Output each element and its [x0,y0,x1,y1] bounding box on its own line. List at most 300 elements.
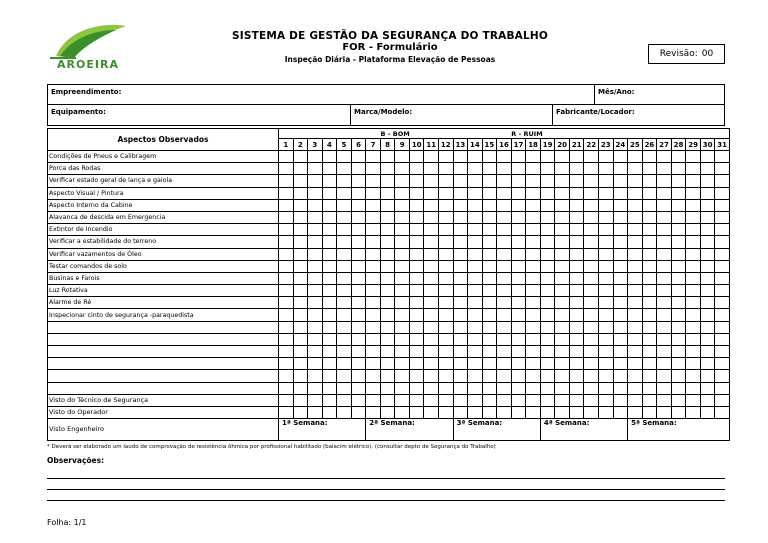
check-cell[interactable] [715,272,730,284]
check-cell[interactable] [322,333,337,345]
check-cell[interactable] [308,199,323,211]
check-cell[interactable] [337,248,352,260]
check-cell[interactable] [395,224,410,236]
check-cell[interactable] [439,346,454,358]
check-cell[interactable] [293,333,308,345]
check-cell[interactable] [409,211,424,223]
check-cell[interactable] [569,370,584,382]
check-cell[interactable] [628,248,643,260]
check-cell[interactable] [279,175,294,187]
check-cell[interactable] [613,370,628,382]
check-cell[interactable] [409,394,424,406]
check-cell[interactable] [511,260,526,272]
check-cell[interactable] [700,382,715,394]
check-cell[interactable] [337,199,352,211]
check-cell[interactable] [351,151,366,163]
check-cell[interactable] [642,406,657,418]
check-cell[interactable] [279,321,294,333]
check-cell[interactable] [584,151,599,163]
fabricante-field[interactable] [552,105,724,125]
check-cell[interactable] [642,272,657,284]
check-cell[interactable] [351,333,366,345]
check-cell[interactable] [395,406,410,418]
check-cell[interactable] [526,309,541,321]
check-cell[interactable] [584,346,599,358]
check-cell[interactable] [628,211,643,223]
check-cell[interactable] [569,297,584,309]
check-cell[interactable] [409,175,424,187]
check-cell[interactable] [279,370,294,382]
check-cell[interactable] [439,309,454,321]
check-cell[interactable] [279,382,294,394]
check-cell[interactable] [540,163,555,175]
check-cell[interactable] [526,394,541,406]
check-cell[interactable] [584,309,599,321]
check-cell[interactable] [700,333,715,345]
check-cell[interactable] [293,248,308,260]
check-cell[interactable] [686,297,701,309]
check-cell[interactable] [424,199,439,211]
check-cell[interactable] [497,406,512,418]
check-cell[interactable] [497,285,512,297]
check-cell[interactable] [686,382,701,394]
check-cell[interactable] [555,309,570,321]
check-cell[interactable] [642,175,657,187]
check-cell[interactable] [526,248,541,260]
check-cell[interactable] [540,297,555,309]
check-cell[interactable] [569,236,584,248]
check-cell[interactable] [439,406,454,418]
check-cell[interactable] [308,370,323,382]
check-cell[interactable] [555,333,570,345]
check-cell[interactable] [337,151,352,163]
check-cell[interactable] [569,211,584,223]
check-cell[interactable] [482,346,497,358]
check-cell[interactable] [395,260,410,272]
check-cell[interactable] [599,272,614,284]
check-cell[interactable] [613,297,628,309]
week-signature-2[interactable]: 2ª Semana: [366,418,453,440]
check-cell[interactable] [540,285,555,297]
check-cell[interactable] [424,309,439,321]
check-cell[interactable] [337,224,352,236]
check-cell[interactable] [293,187,308,199]
check-cell[interactable] [613,309,628,321]
check-cell[interactable] [337,370,352,382]
check-cell[interactable] [642,163,657,175]
check-cell[interactable] [395,285,410,297]
check-cell[interactable] [497,370,512,382]
check-cell[interactable] [686,163,701,175]
check-cell[interactable] [657,285,672,297]
check-cell[interactable] [526,358,541,370]
check-cell[interactable] [613,321,628,333]
check-cell[interactable] [424,333,439,345]
check-cell[interactable] [380,346,395,358]
check-cell[interactable] [366,370,381,382]
check-cell[interactable] [569,285,584,297]
check-cell[interactable] [468,382,483,394]
check-cell[interactable] [715,394,730,406]
check-cell[interactable] [468,346,483,358]
check-cell[interactable] [671,248,686,260]
check-cell[interactable] [409,272,424,284]
check-cell[interactable] [628,358,643,370]
check-cell[interactable] [526,151,541,163]
check-cell[interactable] [584,224,599,236]
check-cell[interactable] [482,382,497,394]
check-cell[interactable] [308,321,323,333]
check-cell[interactable] [293,406,308,418]
check-cell[interactable] [686,333,701,345]
check-cell[interactable] [468,151,483,163]
check-cell[interactable] [628,151,643,163]
check-cell[interactable] [337,272,352,284]
check-cell[interactable] [453,260,468,272]
check-cell[interactable] [482,358,497,370]
check-cell[interactable] [700,236,715,248]
check-cell[interactable] [351,346,366,358]
check-cell[interactable] [657,358,672,370]
check-cell[interactable] [395,321,410,333]
check-cell[interactable] [337,163,352,175]
check-cell[interactable] [351,260,366,272]
check-cell[interactable] [482,211,497,223]
check-cell[interactable] [337,175,352,187]
check-cell[interactable] [366,163,381,175]
equipamento-field[interactable] [48,105,350,125]
check-cell[interactable] [497,394,512,406]
check-cell[interactable] [628,285,643,297]
check-cell[interactable] [584,297,599,309]
check-cell[interactable] [366,321,381,333]
check-cell[interactable] [453,285,468,297]
check-cell[interactable] [308,382,323,394]
check-cell[interactable] [380,248,395,260]
check-cell[interactable] [540,370,555,382]
check-cell[interactable] [308,309,323,321]
check-cell[interactable] [468,260,483,272]
check-cell[interactable] [279,394,294,406]
check-cell[interactable] [453,309,468,321]
check-cell[interactable] [308,211,323,223]
check-cell[interactable] [380,297,395,309]
check-cell[interactable] [439,224,454,236]
check-cell[interactable] [409,248,424,260]
check-cell[interactable] [613,175,628,187]
check-cell[interactable] [409,346,424,358]
check-cell[interactable] [293,163,308,175]
check-cell[interactable] [468,370,483,382]
check-cell[interactable] [380,175,395,187]
check-cell[interactable] [526,382,541,394]
check-cell[interactable] [453,394,468,406]
check-cell[interactable] [308,163,323,175]
check-cell[interactable] [700,297,715,309]
check-cell[interactable] [628,406,643,418]
check-cell[interactable] [686,260,701,272]
check-cell[interactable] [540,382,555,394]
check-cell[interactable] [453,248,468,260]
check-cell[interactable] [468,394,483,406]
check-cell[interactable] [439,333,454,345]
check-cell[interactable] [322,163,337,175]
check-cell[interactable] [482,163,497,175]
check-cell[interactable] [497,297,512,309]
check-cell[interactable] [279,406,294,418]
check-cell[interactable] [671,199,686,211]
check-cell[interactable] [657,309,672,321]
check-cell[interactable] [555,346,570,358]
check-cell[interactable] [468,224,483,236]
check-cell[interactable] [366,199,381,211]
check-cell[interactable] [584,211,599,223]
check-cell[interactable] [395,309,410,321]
check-cell[interactable] [613,211,628,223]
check-cell[interactable] [453,333,468,345]
check-cell[interactable] [511,346,526,358]
check-cell[interactable] [293,346,308,358]
week-signature-1[interactable]: 1ª Semana: [279,418,366,440]
check-cell[interactable] [453,236,468,248]
check-cell[interactable] [584,272,599,284]
check-cell[interactable] [380,151,395,163]
check-cell[interactable] [409,151,424,163]
check-cell[interactable] [628,346,643,358]
check-cell[interactable] [584,285,599,297]
check-cell[interactable] [468,248,483,260]
check-cell[interactable] [482,370,497,382]
check-cell[interactable] [569,394,584,406]
check-cell[interactable] [715,199,730,211]
check-cell[interactable] [642,333,657,345]
check-cell[interactable] [279,272,294,284]
check-cell[interactable] [657,151,672,163]
check-cell[interactable] [555,406,570,418]
check-cell[interactable] [540,272,555,284]
check-cell[interactable] [322,260,337,272]
check-cell[interactable] [511,151,526,163]
check-cell[interactable] [468,309,483,321]
check-cell[interactable] [599,199,614,211]
check-cell[interactable] [409,333,424,345]
check-cell[interactable] [366,260,381,272]
check-cell[interactable] [453,224,468,236]
check-cell[interactable] [642,394,657,406]
check-cell[interactable] [424,406,439,418]
check-cell[interactable] [322,285,337,297]
check-cell[interactable] [322,151,337,163]
check-cell[interactable] [279,285,294,297]
check-cell[interactable] [569,406,584,418]
check-cell[interactable] [613,358,628,370]
check-cell[interactable] [555,370,570,382]
check-cell[interactable] [569,358,584,370]
check-cell[interactable] [351,297,366,309]
check-cell[interactable] [540,321,555,333]
check-cell[interactable] [497,346,512,358]
check-cell[interactable] [351,199,366,211]
check-cell[interactable] [555,260,570,272]
check-cell[interactable] [526,297,541,309]
check-cell[interactable] [468,211,483,223]
check-cell[interactable] [322,236,337,248]
check-cell[interactable] [657,321,672,333]
check-cell[interactable] [686,346,701,358]
check-cell[interactable] [453,163,468,175]
check-cell[interactable] [409,224,424,236]
check-cell[interactable] [700,321,715,333]
check-cell[interactable] [715,248,730,260]
check-cell[interactable] [671,297,686,309]
check-cell[interactable] [555,272,570,284]
check-cell[interactable] [439,199,454,211]
check-cell[interactable] [642,285,657,297]
check-cell[interactable] [308,346,323,358]
check-cell[interactable] [351,382,366,394]
check-cell[interactable] [322,272,337,284]
check-cell[interactable] [599,394,614,406]
check-cell[interactable] [424,394,439,406]
check-cell[interactable] [686,211,701,223]
check-cell[interactable] [700,272,715,284]
check-cell[interactable] [409,163,424,175]
check-cell[interactable] [337,211,352,223]
check-cell[interactable] [453,187,468,199]
check-cell[interactable] [308,151,323,163]
check-cell[interactable] [351,358,366,370]
week-signature-4[interactable]: 4ª Semana: [540,418,627,440]
check-cell[interactable] [395,175,410,187]
check-cell[interactable] [715,333,730,345]
check-cell[interactable] [293,297,308,309]
check-cell[interactable] [468,187,483,199]
check-cell[interactable] [409,260,424,272]
check-cell[interactable] [569,248,584,260]
check-cell[interactable] [453,346,468,358]
check-cell[interactable] [526,260,541,272]
check-cell[interactable] [715,236,730,248]
check-cell[interactable] [700,224,715,236]
check-cell[interactable] [322,358,337,370]
check-cell[interactable] [497,358,512,370]
check-cell[interactable] [599,370,614,382]
check-cell[interactable] [468,321,483,333]
check-cell[interactable] [439,236,454,248]
check-cell[interactable] [526,236,541,248]
check-cell[interactable] [395,297,410,309]
check-cell[interactable] [351,224,366,236]
check-cell[interactable] [700,285,715,297]
check-cell[interactable] [337,394,352,406]
check-cell[interactable] [424,297,439,309]
check-cell[interactable] [584,199,599,211]
check-cell[interactable] [628,260,643,272]
check-cell[interactable] [322,394,337,406]
check-cell[interactable] [409,321,424,333]
check-cell[interactable] [613,224,628,236]
check-cell[interactable] [526,333,541,345]
check-cell[interactable] [555,321,570,333]
check-cell[interactable] [628,333,643,345]
check-cell[interactable] [337,346,352,358]
check-cell[interactable] [671,175,686,187]
check-cell[interactable] [424,370,439,382]
check-cell[interactable] [671,163,686,175]
check-cell[interactable] [628,187,643,199]
check-cell[interactable] [366,248,381,260]
marca-modelo-field[interactable] [350,105,552,125]
check-cell[interactable] [424,187,439,199]
check-cell[interactable] [497,260,512,272]
check-cell[interactable] [686,151,701,163]
check-cell[interactable] [599,187,614,199]
check-cell[interactable] [468,199,483,211]
check-cell[interactable] [337,187,352,199]
check-cell[interactable] [424,285,439,297]
check-cell[interactable] [453,382,468,394]
check-cell[interactable] [657,260,672,272]
check-cell[interactable] [468,406,483,418]
check-cell[interactable] [409,285,424,297]
check-cell[interactable] [395,370,410,382]
check-cell[interactable] [439,370,454,382]
check-cell[interactable] [366,309,381,321]
check-cell[interactable] [511,321,526,333]
check-cell[interactable] [322,382,337,394]
check-cell[interactable] [540,358,555,370]
check-cell[interactable] [526,199,541,211]
check-cell[interactable] [671,394,686,406]
check-cell[interactable] [482,187,497,199]
check-cell[interactable] [628,236,643,248]
check-cell[interactable] [308,187,323,199]
check-cell[interactable] [657,175,672,187]
check-cell[interactable] [613,151,628,163]
check-cell[interactable] [308,175,323,187]
check-cell[interactable] [511,199,526,211]
check-cell[interactable] [439,358,454,370]
check-cell[interactable] [715,382,730,394]
check-cell[interactable] [453,406,468,418]
check-cell[interactable] [380,236,395,248]
empreendimento-field[interactable] [48,85,594,104]
check-cell[interactable] [642,236,657,248]
check-cell[interactable] [642,260,657,272]
check-cell[interactable] [511,309,526,321]
check-cell[interactable] [715,175,730,187]
observation-line-2[interactable] [47,489,725,490]
check-cell[interactable] [642,370,657,382]
check-cell[interactable] [293,285,308,297]
check-cell[interactable] [380,382,395,394]
check-cell[interactable] [526,163,541,175]
check-cell[interactable] [599,224,614,236]
check-cell[interactable] [599,321,614,333]
check-cell[interactable] [322,175,337,187]
check-cell[interactable] [293,272,308,284]
check-cell[interactable] [584,382,599,394]
check-cell[interactable] [337,260,352,272]
check-cell[interactable] [599,175,614,187]
check-cell[interactable] [511,297,526,309]
check-cell[interactable] [395,394,410,406]
check-cell[interactable] [453,297,468,309]
check-cell[interactable] [657,199,672,211]
check-cell[interactable] [380,260,395,272]
check-cell[interactable] [584,163,599,175]
check-cell[interactable] [613,260,628,272]
